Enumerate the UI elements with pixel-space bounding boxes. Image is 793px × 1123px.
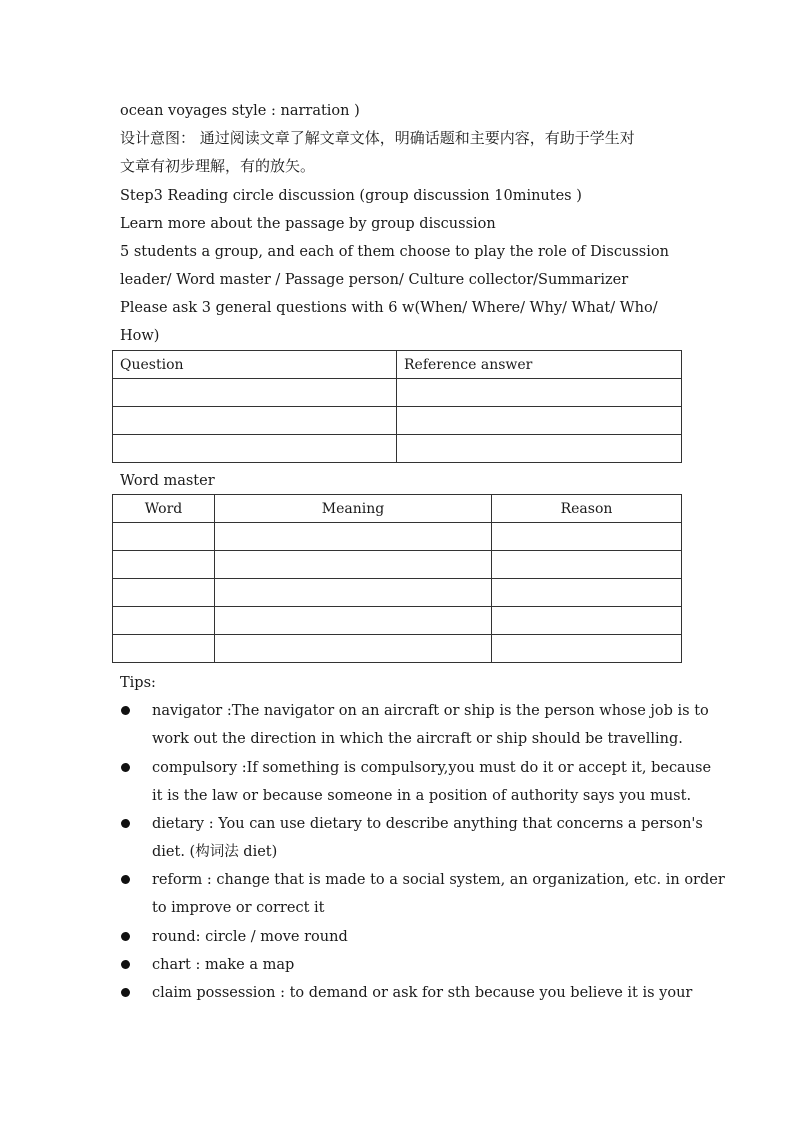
bullet-icon (121, 819, 130, 828)
table-row (113, 551, 682, 579)
meaning-cell[interactable] (215, 551, 492, 579)
table-row (113, 607, 682, 635)
design-intent-line-2: 文章有初步理解，有的放矢。 (120, 157, 316, 175)
tip-compulsory-line-1: compulsory :If something is compulsory,you must do it or accept it, because (152, 760, 712, 776)
questions-instruction-line-2: How) (120, 328, 160, 344)
meaning-cell[interactable] (215, 579, 492, 607)
table-row (113, 635, 682, 663)
tips-label: Tips: (120, 675, 156, 691)
bullet-icon (121, 706, 130, 715)
table-row (113, 579, 682, 607)
reason-cell[interactable] (492, 607, 682, 635)
step3-heading: Step3 Reading circle discussion (group discussion 10minutes ) (120, 188, 582, 204)
header-reference-answer: Reference answer (397, 351, 682, 379)
header-reason: Reason (492, 495, 682, 523)
reason-cell[interactable] (492, 551, 682, 579)
question-cell[interactable] (113, 435, 397, 463)
question-cell[interactable] (113, 379, 397, 407)
table-row (113, 407, 682, 435)
table-row (113, 379, 682, 407)
bullet-icon (121, 932, 130, 941)
header-question: Question (113, 351, 397, 379)
meaning-cell[interactable] (215, 635, 492, 663)
bullet-icon (121, 875, 130, 884)
tip-reform-line-1: reform : change that is made to a social system, an organization, etc. in order (152, 872, 725, 888)
bullet-icon (121, 960, 130, 969)
question-cell[interactable] (113, 407, 397, 435)
header-word: Word (113, 495, 215, 523)
intro-line-ocean-voyages: ocean voyages style : narration ) (120, 103, 360, 119)
design-intent-line-1: 设计意图： 通过阅读文章了解文章文体，明确话题和主要内容，有助于学生对 (120, 129, 635, 147)
tip-dietary-line-2: diet. (构词法 diet) (152, 844, 278, 860)
table-row (113, 435, 682, 463)
reason-cell[interactable] (492, 635, 682, 663)
table-header-row (113, 351, 682, 379)
word-master-table (112, 494, 682, 663)
word-cell[interactable] (113, 523, 215, 551)
questions-table (112, 350, 682, 463)
tip-claim-possession: claim possession : to demand or ask for sth because you believe it is your (152, 985, 693, 1001)
tip-reform-line-2: to improve or correct it (152, 900, 325, 916)
word-cell[interactable] (113, 579, 215, 607)
word-master-label: Word master (120, 473, 215, 489)
tip-navigator-line-1: navigator :The navigator on an aircraft or ship is the person whose job is to (152, 703, 709, 719)
learn-more-line: Learn more about the passage by group discussion (120, 216, 496, 232)
header-meaning: Meaning (215, 495, 492, 523)
tip-dietary-line-1: dietary : You can use dietary to describe anything that concerns a person's (152, 816, 703, 832)
meaning-cell[interactable] (215, 607, 492, 635)
answer-cell[interactable] (397, 379, 682, 407)
tip-chart: chart : make a map (152, 957, 295, 973)
reason-cell[interactable] (492, 523, 682, 551)
answer-cell[interactable] (397, 407, 682, 435)
word-cell[interactable] (113, 635, 215, 663)
word-cell[interactable] (113, 551, 215, 579)
bullet-icon (121, 988, 130, 997)
reason-cell[interactable] (492, 579, 682, 607)
roles-line-1: 5 students a group, and each of them choose to play the role of Discussion (120, 244, 669, 260)
answer-cell[interactable] (397, 435, 682, 463)
tip-round: round: circle / move round (152, 929, 348, 945)
table-header-row (113, 495, 682, 523)
word-cell[interactable] (113, 607, 215, 635)
tip-navigator-line-2: work out the direction in which the aircraft or ship should be travelling. (152, 731, 683, 747)
meaning-cell[interactable] (215, 523, 492, 551)
bullet-icon (121, 763, 130, 772)
table-row (113, 523, 682, 551)
tip-compulsory-line-2: it is the law or because someone in a position of authority says you must. (152, 788, 692, 804)
roles-line-2: leader/ Word master / Passage person/ Culture collector/Summarizer (120, 272, 629, 288)
questions-instruction-line-1: Please ask 3 general questions with 6 w(When/ Where/ Why/ What/ Who/ (120, 300, 658, 316)
